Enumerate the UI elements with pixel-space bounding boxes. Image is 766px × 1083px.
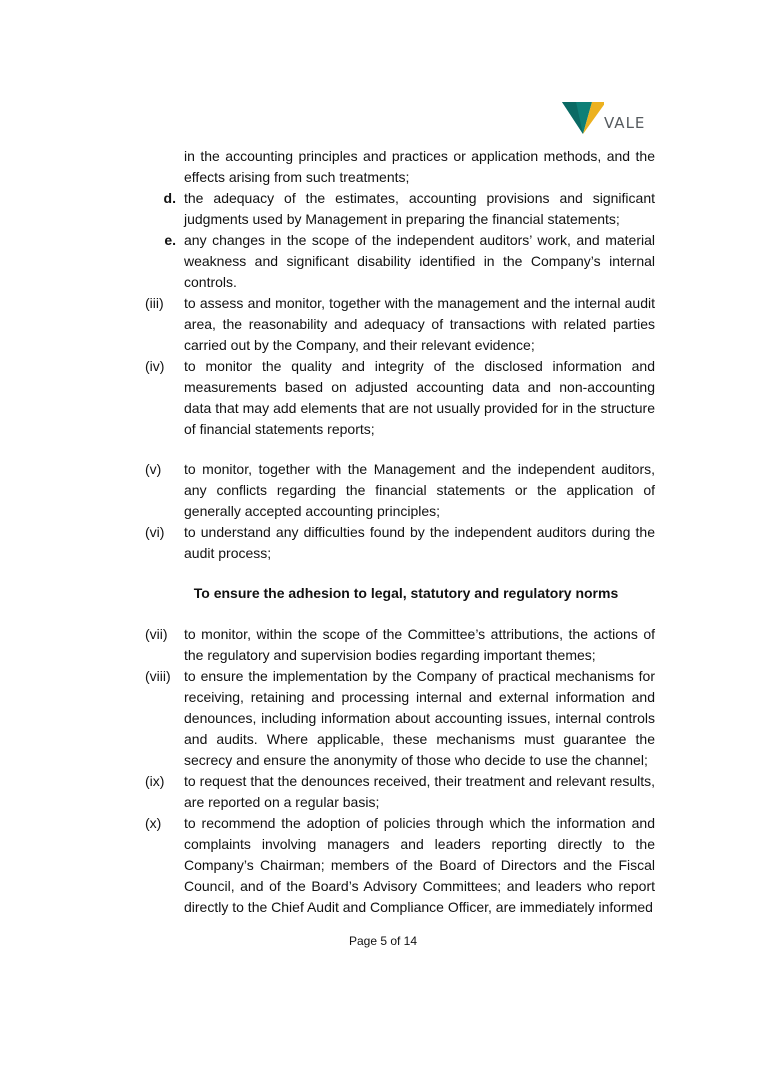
list-item-d (145, 188, 655, 230)
list-item-viii (145, 666, 655, 771)
list-marker: (iii) (145, 295, 164, 311)
document-body (145, 146, 655, 918)
list-item-text: to ensure the implementation by the Company of practical mechanisms for receiving, retaining and processing internal and external information and denounces, including information about accounting issues, internal controls and audits. Where applicable, these mechanisms must guarantee the secrecy and ensure the anonymity of those who decide to use the channel; (184, 668, 655, 768)
paragraph-continuation: in the accounting principles and practices or application methods, and the effects arising from such treatments; (184, 148, 655, 185)
list-item-ix (145, 771, 655, 813)
page-number: Page 5 of 14 (348, 934, 418, 948)
list-marker: (viii) (145, 668, 171, 684)
list-marker: (vi) (145, 524, 165, 540)
list-item-text: to monitor, together with the Management and the independent auditors, any conflicts regarding the financial statements or the application of generally accepted accounting principles; (184, 461, 655, 519)
list-item-text: to monitor, within the scope of the Committee’s attributions, the actions of the regulatory and supervision bodies regarding important themes; (184, 626, 655, 663)
list-marker: (iv) (145, 358, 165, 374)
list-marker: e. (164, 232, 176, 248)
list-item-vi (145, 522, 655, 564)
list-item-e (145, 230, 655, 293)
list-item-text: to assess and monitor, together with the management and the internal audit area, the reasonability and adequacy of transactions with related parties carried out by the Company, and their relevant evidence; (184, 295, 655, 353)
list-item-text: to recommend the adoption of policies through which the information and complaints involving managers and leaders reporting directly to the Company’s Chairman; members of the Board of Directors and the Fiscal Council, and of the Board’s Advisory Committees; and leaders who report directly to the Chief Audit and Compliance Officer, are immediately informed (184, 815, 655, 915)
list-marker: d. (163, 190, 176, 206)
list-marker: (ix) (145, 773, 165, 789)
list-marker: (x) (145, 815, 162, 831)
list-item-text: to understand any difficulties found by the independent auditors during the audit process; (184, 524, 655, 561)
list-item-v (145, 459, 655, 522)
list-item-iii (145, 293, 655, 356)
list-item-text: any changes in the scope of the independent auditors’ work, and material weakness and significant disability identified in the Company’s internal controls. (184, 232, 655, 290)
list-item-text: to monitor the quality and integrity of the disclosed information and measurements based on adjusted accounting data and non-accounting data that may add elements that are not usually provided for in the structure of financial statements reports; (184, 358, 655, 437)
list-item-vii (145, 624, 655, 666)
list-item-text: the adequacy of the estimates, accounting provisions and significant judgments used by Management in preparing the financial statements; (184, 190, 655, 227)
section-heading: To ensure the adhesion to legal, statutory and regulatory norms (193, 585, 619, 601)
vale-logo-icon (562, 100, 604, 138)
list-marker: (v) (145, 461, 162, 477)
list-item-iv (145, 356, 655, 440)
vale-logo (562, 100, 652, 138)
vale-logo-text: VALE (604, 114, 646, 132)
list-item-text: to request that the denounces received, their treatment and relevant results, are reported on a regular basis; (184, 773, 655, 810)
list-item-x (145, 813, 655, 918)
paragraph-gap (145, 440, 655, 459)
list-marker: (vii) (145, 626, 168, 642)
